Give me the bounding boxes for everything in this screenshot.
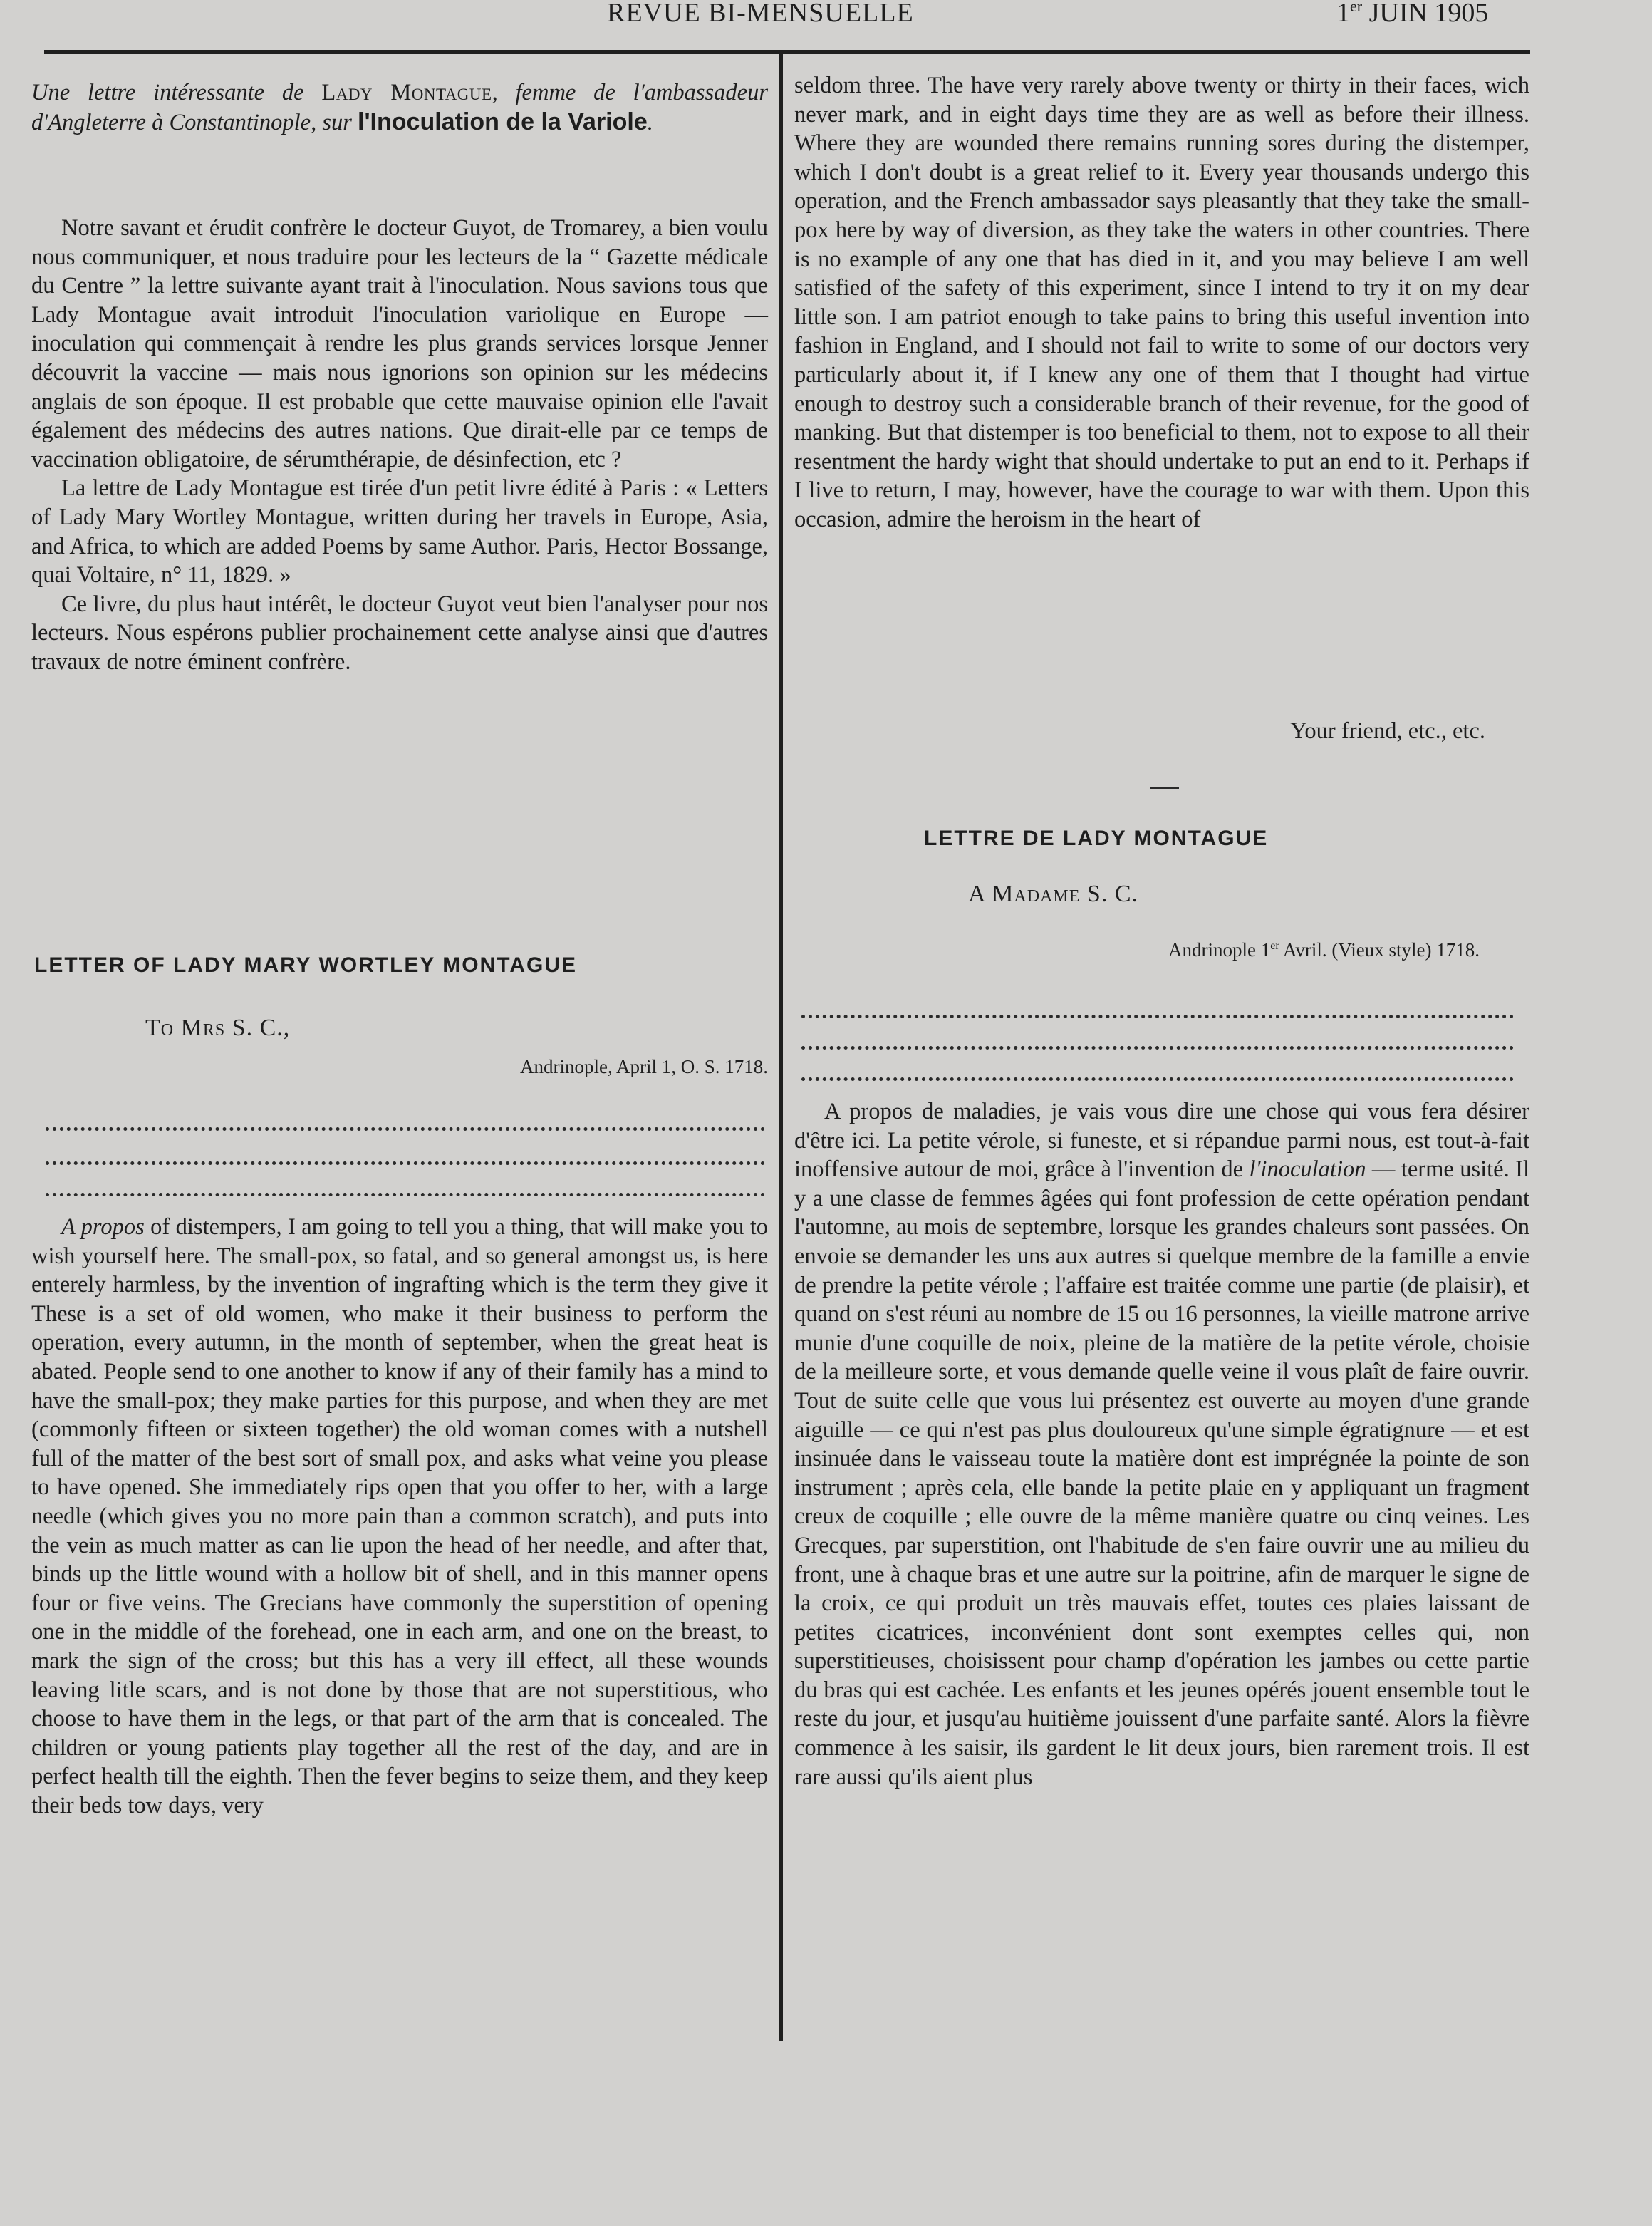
- english-letter-dateline: Andrinople, April 1, O. S. 1718.: [520, 1056, 768, 1077]
- english-letter-heading: LETTER OF LADY MARY WORTLEY MONTAGUE: [34, 953, 577, 977]
- intro-subject: l'Inoculation de la Variole: [358, 108, 648, 135]
- ellipsis-line: [801, 1032, 1514, 1050]
- page-header: [0, 0, 1652, 44]
- lady-montague-name: Lady Montague: [321, 80, 492, 105]
- column-divider: [779, 54, 783, 2041]
- header-rule: [44, 50, 1530, 54]
- article-intro: Une lettre intéressante de Lady Montague, femme de l'ambassadeur d'Angleterre à Constantinople, sur l'Inoculation de la Variole.: [31, 80, 768, 135]
- ellipsis-line: [46, 1147, 765, 1165]
- section-dash: [1150, 787, 1179, 789]
- french-letter-recipient: A Madame S. C.: [968, 881, 1138, 907]
- journal-title: REVUE BI-MENSUELLE: [607, 0, 914, 28]
- editorial-paragraph: Ce livre, du plus haut intérêt, le docteur Guyot veut bien l'analyser pour nos lecteurs. Nous espérons publier prochainement cette analyse ainsi que d'autres travaux de notre éminent confrère.: [31, 591, 768, 675]
- letter-signoff: Your friend, etc., etc.: [1290, 718, 1485, 744]
- french-letter-body: A propos de maladies, je vais vous dire une chose qui vous fera désirer d'être ici. La petite vérole, si funeste, et si répandue parmi nous, est tout-à-fait inoffensive autour de moi, grâce à l'invention de l'inoculation — terme usité. Il y a une classe de femmes âgées qui font profession de cette opération pendant l'automne, au mois de septembre, lorsque les grandes chaleurs sont passées. On envoie se demander les uns aux autres si quelque membre de la famille a envie de prendre la petite vérole ; l'affaire est traitée comme une partie (de plaisir), et quand on s'est réuni au nombre de 15 ou 16 personnes, la vieille matrone arrive munie d'une coquille de noix, pleine de la matière de la petite vérole, choisie de la meilleure sorte, et vous demande quelle veine il vous plaît de faire ouvrir. Tout de suite celle que vous lui présentez est ouverte au moyen d'une grande aiguille — ce qui n'est pas plus douloureux qu'une simple égratignure — et est insinuée dans le vaisseau toute la matière dont est imprégnée la pointe de son instrument ; après cela, elle bande la petite plaie en y appliquant un fragment creux de coquille ; elle ouvre de la même manière quatre ou cinq veines. Les Grecques, par superstition, ont l'habitude de s'en faire ouvrir une au milieu du front, une à chaque bras et une autre sur la poitrine, afin de marquer le signe de la croix, ce qui produit un très mauvais effet, toutes ces plaies laissant de petites cicatrices, inconvénient dont sont exemptes celles qui, non superstitieuses, choisissent pour champ d'opération les jambes ou cette partie du bras qui est cachée. Les enfants et les jeunes opérés jouent ensemble tout le reste du jour, et jusqu'au huitième jouissent d'une parfaite santé. Alors la fièvre commence à les saisir, ils gardent le lit deux jours, bien rarement trois. Il est rare aussi qu'ils aient plus: [794, 1099, 1529, 1790]
- ellipsis-line: [46, 1113, 765, 1131]
- english-letter-continued: seldom three. The have very rarely above twenty or thirty in their faces, wich never mark, and in eight days time they are as well as before their illness. Where they are wounded there remains running sores during the distemper, which I don't doubt is a great relief to it. Every year thousands undergo this operation, and the French ambassador says pleasantly that they take the small-pox here by way of diversion, as they take the waters in other countries. There is no example of any one that has died in it, and you may believe I am well satisfied of the safety of this experiment, since I intend to try it on my dear little son. I am patriot enough to take pains to bring this useful invention into fashion in England, and I should not fail to write to some of our doctors very particularly about it, if I knew any one of them that I thought had virtue enough to destroy such a considerable branch of their revenue, for the good of manking. But that distemper is too beneficial to them, not to expose to all their resentment the hardy wight that should undertake to put an end to it. Perhaps if I live to return, I may, however, have the courage to war with them. Upon this occasion, admire the heroism in the heart of: [794, 73, 1529, 532]
- issue-date: 1er JUIN 1905: [1336, 0, 1489, 28]
- ellipsis-line: [801, 1063, 1514, 1081]
- editorial-paragraph: La lettre de Lady Montague est tirée d'un petit livre édité à Paris : « Letters of Lady Mary Wortley Montague, written during her travels in Europe, Asia, and Africa, to which are added Poems by same Author. Paris, Hector Bossange, quai Voltaire, n° 11, 1829. »: [31, 475, 768, 589]
- english-letter-recipient: To Mrs S. C.,: [145, 1015, 291, 1041]
- editorial-paragraph: Notre savant et érudit confrère le docteur Guyot, de Tromarey, a bien voulu nous communiquer, et nous traduire pour les lecteurs de la “ Gazette médicale du Centre ” la lettre suivante ayant trait à l'inoculation. Nous savions tous que Lady Montague avait introduit l'inoculation variolique en Europe — inoculation qui commençait à rendre les plus grands services lorsque Jenner découvrit la vaccine — mais nous ignorions son opinion sur les médecins anglais de son époque. Il est probable que cette mauvaise opinion elle l'avait également des médecins des autres nations. Que dirait-elle par ce temps de vaccination obligatoire, de sérumthérapie, de désinfection, etc ?: [31, 215, 768, 472]
- ellipsis-line: [801, 1000, 1514, 1018]
- editorial-note: [31, 214, 768, 677]
- ellipsis-line: [46, 1179, 765, 1196]
- english-letter-body: A propos of distempers, I am going to tell you a thing, that will make you to wish yourself here. The small-pox, so fatal, and so general amongst us, is here enterely harmless, by the invention of ingrafting which is the term they give it These is a set of old women, who make it their business to perform the operation, every autumn, in the month of september, when the great heat is abated. People send to one another to know if any of their family has a mind to have the small-pox; they make parties for this purpose, and when they are met (commonly fifteen or sixteen together) the old woman comes with a nutshell full of the matter of the best sort of small pox, and asks what veine you please to have opened. She immediately rips open that you offer to her, with a large needle (which gives you no more pain than a common scratch), and puts into the vein as much matter as can lie upon the head of her needle, and after that, binds up the little wound with a hollow bit of shell, and in this manner opens four or five veins. The Grecians have commonly the superstition of opening one in the middle of the forehead, one in each arm, and one on the breast, to mark the sign of the cross; but this has a very ill effect, all these wounds leaving litle scars, and is not done by those that are not superstitious, who choose to have them in the legs, or that part of the arm that is concealed. The children or young patients play together all the rest of the day, and are in perfect health till the eighth. Then the fever begins to seize them, and they keep their beds tow days, very: [31, 1214, 768, 1818]
- french-letter-dateline: Andrinople 1er Avril. (Vieux style) 1718.: [1168, 939, 1480, 961]
- french-letter-heading: LETTRE DE LADY MONTAGUE: [924, 827, 1269, 850]
